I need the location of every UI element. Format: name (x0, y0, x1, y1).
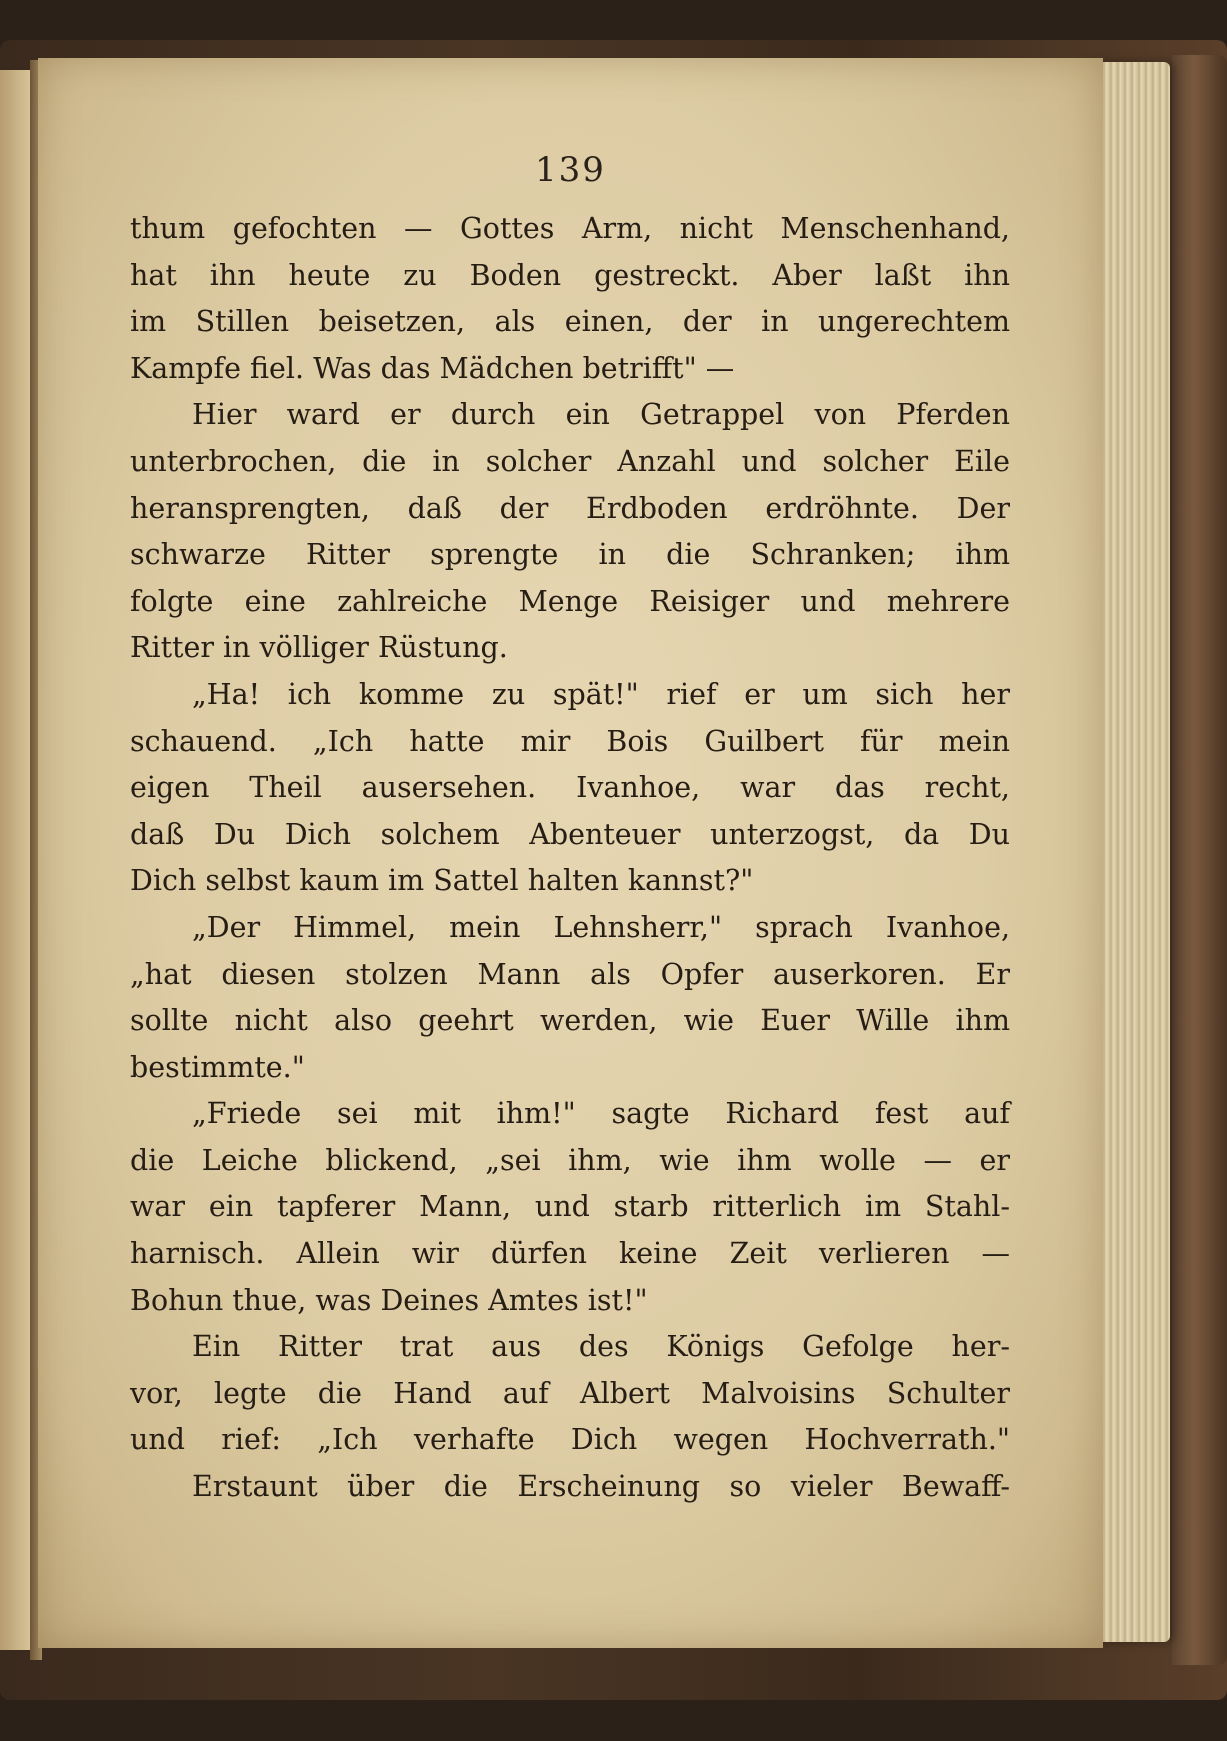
text-line: Erstaunt über die Erscheinung so vieler Bewaff- (192, 1470, 1010, 1504)
text-line: daß Du Dich solchem Abenteuer unterzogst, da Du (130, 817, 1010, 851)
book-page (38, 58, 1103, 1648)
left-page-edge (0, 70, 32, 1650)
text-line: heransprengten, daß der Erdboden erdröhnte. Der (130, 491, 1010, 525)
text-line: bestimmte." (130, 1050, 305, 1084)
text-line: eigen Theil ausersehen. Ivanhoe, war das recht, (130, 771, 1010, 805)
text-line: Ritter in völliger Rüstung. (130, 631, 508, 665)
page-text (130, 206, 1010, 1511)
text-line: Hier ward er durch ein Getrappel von Pferden (192, 398, 1010, 432)
text-line: schauend. „Ich hatte mir Bois Guilbert für mein (130, 724, 1010, 758)
page-number: 139 (535, 150, 606, 190)
text-line: die Leiche blickend, „sei ihm, wie ihm wolle — er (130, 1143, 1010, 1177)
text-line: schwarze Ritter sprengte in die Schranken; ihm (130, 538, 1010, 572)
text-line: „Der Himmel, mein Lehnsherr," sprach Ivanhoe, (192, 910, 1010, 944)
book-cover-edge (1172, 55, 1227, 1665)
text-line: war ein tapferer Mann, und starb ritterlich im Stahl- (130, 1190, 1010, 1224)
text-line: „Friede sei mit ihm!" sagte Richard fest auf (192, 1097, 1010, 1131)
text-line: Bohun thue, was Deines Amtes ist!" (130, 1283, 648, 1317)
text-line: Ein Ritter trat aus des Königs Gefolge her- (192, 1330, 1010, 1364)
text-line: folgte eine zahlreiche Menge Reisiger und mehrere (130, 584, 1010, 618)
text-line: sollte nicht also geehrt werden, wie Euer Wille ihm (130, 1004, 1010, 1038)
text-line: „hat diesen stolzen Mann als Opfer auserkoren. Er (130, 957, 1010, 991)
text-line: im Stillen beisetzen, als einen, der in ungerechtem (130, 305, 1010, 339)
text-line: Kampfe fiel. Was das Mädchen betrifft" — (130, 351, 735, 385)
text-line: harnisch. Allein wir dürfen keine Zeit verlieren — (130, 1237, 1010, 1271)
text-line: unterbrochen, die in solcher Anzahl und solcher Eile (130, 444, 1010, 478)
text-line: Dich selbst kaum im Sattel halten kannst?" (130, 864, 754, 898)
text-line: thum gefochten — Gottes Arm, nicht Menschenhand, (130, 212, 1010, 245)
text-line: hat ihn heute zu Boden gestreckt. Aber laßt ihn (130, 258, 1010, 292)
text-line: und rief: „Ich verhafte Dich wegen Hochverrath." (130, 1423, 1010, 1457)
text-line: vor, legte die Hand auf Albert Malvoisins Schulter (130, 1376, 1010, 1410)
text-line: „Ha! ich komme zu spät!" rief er um sich her (192, 677, 1010, 711)
